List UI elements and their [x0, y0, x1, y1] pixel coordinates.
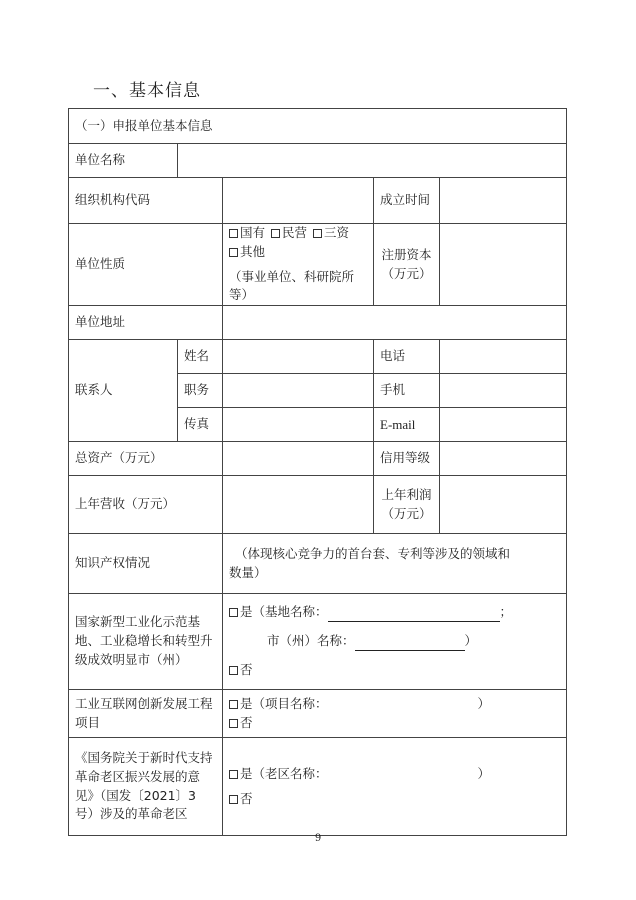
phone-field[interactable]: [440, 340, 567, 374]
est-time-label: 成立时间: [374, 178, 440, 224]
checkbox-icon: [229, 719, 238, 728]
phone-label: 电话: [374, 340, 440, 374]
last-profit-label: 上年利润 （万元）: [374, 476, 440, 534]
checkbox-icon: [229, 700, 238, 709]
name-label: 姓名: [178, 340, 223, 374]
demo-yes-option[interactable]: 是（基地名称： ；: [229, 603, 560, 622]
credit-rating-label: 信用等级: [374, 442, 440, 476]
name-field[interactable]: [223, 340, 374, 374]
org-code-field[interactable]: [223, 178, 374, 224]
checkbox-icon: [229, 229, 238, 238]
org-code-label: 组织机构代码: [69, 178, 223, 224]
checkbox-icon: [313, 229, 322, 238]
nature-option-private[interactable]: 民营: [271, 224, 307, 243]
checkbox-icon: [229, 795, 238, 804]
email-label: E-mail: [374, 408, 440, 442]
last-revenue-field[interactable]: [223, 476, 374, 534]
nature-option-foreign[interactable]: 三资: [313, 224, 349, 243]
unit-nature-label: 单位性质: [69, 224, 223, 306]
internet-project-label: 工业互联网创新发展工程项目: [69, 690, 223, 738]
nature-note: （事业单位、科研院所等）: [229, 268, 355, 303]
demo-no-option[interactable]: 否: [229, 661, 560, 680]
mobile-label: 手机: [374, 374, 440, 408]
fax-label: 传真: [178, 408, 223, 442]
unit-address-field[interactable]: [223, 306, 567, 340]
applicant-info-table: [68, 108, 567, 836]
old-area-no-option[interactable]: 否: [229, 790, 560, 809]
internet-no-option[interactable]: 否: [229, 714, 560, 733]
fax-field[interactable]: [223, 408, 374, 442]
city-name-row: 市（州）名称： ）: [229, 632, 560, 651]
total-assets-field[interactable]: [223, 442, 374, 476]
old-area-yes-option[interactable]: 是（老区名称： ）: [229, 765, 560, 784]
checkbox-icon: [229, 770, 238, 779]
city-name-line[interactable]: [355, 650, 465, 651]
demo-base-label: 国家新型工业化示范基地、工业稳增长和转型升级成效明显市（州）: [69, 594, 223, 690]
reg-capital-field[interactable]: [440, 224, 567, 306]
internet-yes-option[interactable]: 是（项目名称： ）: [229, 695, 560, 714]
nature-option-state[interactable]: 国有: [229, 224, 265, 243]
unit-name-label: 单位名称: [69, 144, 178, 178]
section-title: 一、基本信息: [93, 81, 201, 101]
old-area-field: [223, 738, 567, 836]
ip-status-field[interactable]: （体现核心竞争力的首台套、专利等涉及的领域和 数量）: [223, 534, 567, 594]
reg-capital-label: 注册资本 （万元）: [374, 224, 440, 306]
checkbox-icon: [271, 229, 280, 238]
last-profit-field[interactable]: [440, 476, 567, 534]
est-time-field[interactable]: [440, 178, 567, 224]
unit-name-field[interactable]: [178, 144, 567, 178]
mobile-field[interactable]: [440, 374, 567, 408]
nature-option-other[interactable]: 其他: [229, 243, 265, 262]
email-field[interactable]: [440, 408, 567, 442]
credit-rating-field[interactable]: [440, 442, 567, 476]
checkbox-icon: [229, 608, 238, 617]
demo-base-field: [223, 594, 567, 690]
table-caption: （一）申报单位基本信息: [69, 109, 567, 144]
unit-nature-options: [223, 224, 374, 306]
old-area-label: 《国务院关于新时代支持革命老区振兴发展的意见》（国发〔2021〕3 号）涉及的革命老区: [69, 738, 223, 836]
base-name-line[interactable]: [328, 621, 500, 622]
position-field[interactable]: [223, 374, 374, 408]
checkbox-icon: [229, 248, 238, 257]
ip-status-label: 知识产权情况: [69, 534, 223, 594]
total-assets-label: 总资产（万元）: [69, 442, 223, 476]
last-revenue-label: 上年营收（万元）: [69, 476, 223, 534]
contact-label: 联系人: [69, 340, 178, 442]
checkbox-icon: [229, 666, 238, 675]
position-label: 职务: [178, 374, 223, 408]
internet-project-field: [223, 690, 567, 738]
page-number: 9: [314, 833, 322, 844]
unit-address-label: 单位地址: [69, 306, 223, 340]
